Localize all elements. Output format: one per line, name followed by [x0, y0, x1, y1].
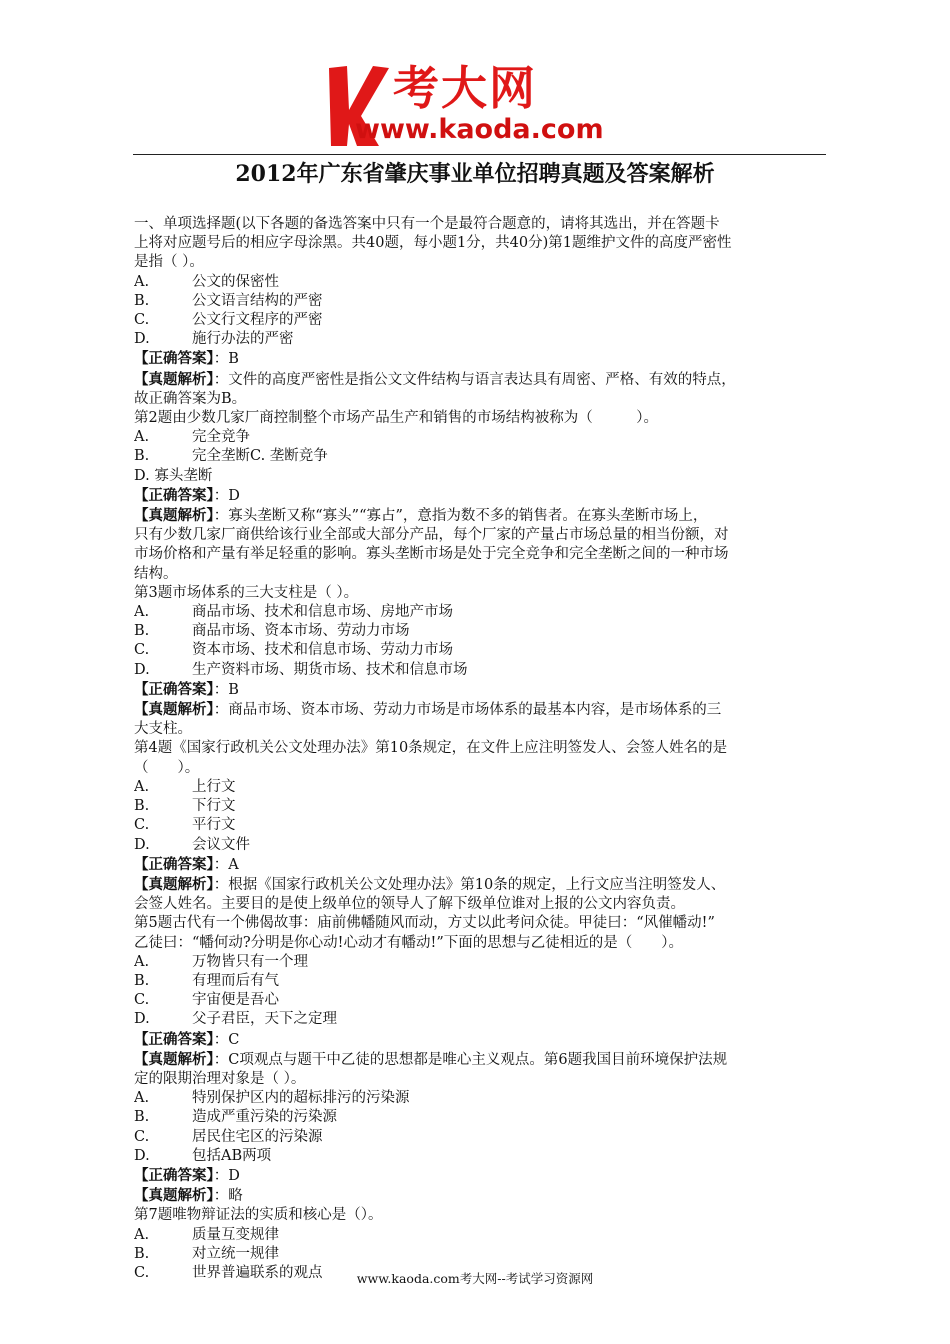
answer-option: [134, 622, 830, 641]
answer-option: [134, 778, 830, 797]
option-text: 特别保护区内的超标排污的污染源: [192, 1090, 410, 1107]
option-text: 生产资料市场、期货市场、技术和信息市场: [192, 661, 468, 678]
text-line: 结构。: [134, 565, 178, 582]
label-value: ：根据《国家行政机关公文处理办法》第10条的规定，上行文应当注明签发人、: [213, 876, 726, 893]
label-tag: 【真题解析】: [134, 875, 214, 893]
label-tag: 【真题解析】: [134, 507, 214, 525]
option-key: D.: [134, 661, 150, 678]
text-line: 第4题《国家行政机关公文处理办法》第10条规定，在文件上应注明签发人、会签人姓名的是: [134, 740, 728, 757]
option-key: B.: [134, 623, 150, 640]
option-text: 平行文: [192, 817, 236, 834]
answer-option: [134, 1010, 830, 1029]
label-value: ：略: [213, 1188, 243, 1205]
document-body: [134, 215, 830, 1283]
label-value: ：C项观点与题干中乙徒的思想都是唯心主义观点。第6题我国目前环境保护法规: [213, 1051, 728, 1068]
option-key: B.: [134, 292, 150, 309]
label-value: ：B: [213, 351, 239, 368]
option-text: 完全竞争: [192, 429, 250, 446]
text-line: 故正确答案为B。: [134, 390, 247, 407]
analysis-line: [134, 506, 830, 526]
answer-option: [134, 273, 830, 292]
answer-option: [134, 311, 830, 330]
page-title: 2012年广东省肇庆事业单位招聘真题及答案解析: [235, 161, 715, 187]
label-tag: 【正确答案】: [134, 1030, 214, 1048]
text-line: D. 寡头垄断: [134, 467, 213, 484]
option-text: 世界普遍联系的观点: [192, 1264, 323, 1281]
analysis-line: [134, 875, 830, 895]
option-text: 公文的保密性: [192, 273, 279, 290]
label-tag: 【真题解析】: [134, 1050, 214, 1068]
option-text: 商品市场、技术和信息市场、房地产市场: [192, 604, 453, 621]
label-value: ：C: [213, 1031, 240, 1048]
option-text: 包括AB两项: [192, 1147, 272, 1164]
label-tag: 【正确答案】: [134, 680, 214, 698]
label-value: ：商品市场、资本市场、劳动力市场是市场体系的最基本内容，是市场体系的三: [213, 702, 722, 719]
correct-answer-line: [134, 486, 830, 506]
answer-option: [134, 447, 830, 466]
answer-option: [134, 661, 830, 680]
option-text: 造成严重污染的污染源: [192, 1109, 337, 1126]
answer-option: [134, 972, 830, 991]
label-tag: 【真题解析】: [134, 370, 214, 388]
option-text: 有理而后有气: [192, 972, 279, 989]
text-line: （ ）。: [134, 759, 200, 776]
label-value: ：A: [213, 856, 239, 873]
page-footer: www.kaoda.com考大网--考试学习资源网: [356, 1271, 594, 1286]
correct-answer-line: [134, 1030, 830, 1050]
option-text: 商品市场、资本市场、劳动力市场: [192, 623, 410, 640]
analysis-line: [134, 700, 830, 720]
answer-option: [134, 330, 830, 349]
answer-option: [134, 836, 830, 855]
label-tag: 【正确答案】: [134, 1166, 214, 1184]
option-text: 公文语言结构的严密: [192, 292, 323, 309]
label-value: ：B: [213, 681, 239, 698]
option-text: 居民住宅区的污染源: [192, 1128, 323, 1145]
option-key: A.: [134, 1090, 150, 1107]
logo-brand-text: 考大网: [393, 61, 537, 115]
correct-answer-line: [134, 1166, 830, 1186]
answer-option: [134, 1226, 830, 1245]
option-key: A.: [134, 778, 150, 795]
option-text: 公文行文程序的严密: [192, 312, 323, 329]
answer-option: [134, 953, 830, 972]
option-text: 万物皆只有一个理: [192, 953, 308, 970]
text-line: 第5题古代有一个佛偈故事：庙前佛幡随风而动，方丈以此考问众徒。甲徒曰：“风催幡动!”: [134, 915, 715, 932]
option-key: C.: [134, 992, 150, 1009]
option-key: A.: [134, 604, 150, 621]
text-line: 是指（ ）。: [134, 254, 204, 271]
option-text: 资本市场、技术和信息市场、劳动力市场: [192, 642, 453, 659]
label-tag: 【正确答案】: [134, 486, 214, 504]
label-value: ：D: [213, 487, 240, 504]
option-key: A.: [134, 953, 150, 970]
label-value: ：寡头垄断又称“寡头”“寡占”，意指为数不多的销售者。在寡头垄断市场上，: [213, 508, 708, 525]
answer-option: [134, 1089, 830, 1108]
text-line: 市场价格和产量有举足轻重的影响。寡头垄断市场是处于完全竞争和完全垄断之间的一种市场: [134, 546, 729, 563]
text-line: 一、单项选择题(以下各题的备选答案中只有一个是最符合题意的，请将其选出，并在答题卡: [134, 216, 720, 232]
option-key: C.: [134, 312, 150, 329]
text-line: 大支柱。: [134, 721, 192, 738]
answer-option: [134, 797, 830, 816]
label-tag: 【正确答案】: [134, 855, 214, 873]
option-text: 对立统一规律: [192, 1245, 279, 1262]
option-text: 完全垄断C. 垄断竞争: [192, 448, 328, 465]
answer-option: [134, 991, 830, 1010]
option-key: A.: [134, 429, 150, 446]
text-line: 第7题唯物辩证法的实质和核心是（）。: [134, 1207, 383, 1224]
answer-option: [134, 1147, 830, 1166]
label-tag: 【正确答案】: [134, 350, 214, 368]
option-key: B.: [134, 1109, 150, 1126]
option-text: 会议文件: [192, 836, 250, 853]
correct-answer-line: [134, 680, 830, 700]
text-line: 只有少数几家厂商供给该行业全部或大部分产品，每个厂家的产量占市场总量的相当份额，对: [134, 527, 729, 544]
option-key: B.: [134, 1245, 150, 1262]
option-key: B.: [134, 798, 150, 815]
option-key: C.: [134, 1128, 150, 1145]
option-key: D.: [134, 1011, 150, 1028]
answer-option: [134, 292, 830, 311]
option-key: C.: [134, 817, 150, 834]
correct-answer-line: [134, 855, 830, 875]
kaoda-logo: [327, 58, 647, 150]
option-key: D.: [134, 331, 150, 348]
option-key: D.: [134, 836, 150, 853]
label-tag: 【真题解析】: [134, 701, 214, 719]
analysis-line: [134, 370, 830, 390]
label-value: ：文件的高度严密性是指公文文件结构与语言表达具有周密、严格、有效的特点，: [213, 371, 736, 388]
answer-option: [134, 603, 830, 622]
answer-option: [134, 641, 830, 660]
text-line: 定的限期治理对象是（ ）。: [134, 1070, 306, 1087]
option-key: B.: [134, 972, 150, 989]
label-tag: 【真题解析】: [134, 1187, 214, 1205]
correct-answer-line: [134, 349, 830, 369]
analysis-line: [134, 1050, 830, 1070]
option-text: 施行办法的严密: [192, 331, 294, 348]
answer-option: [134, 1245, 830, 1264]
answer-option: [134, 1108, 830, 1127]
option-key: A.: [134, 273, 150, 290]
analysis-line: [134, 1186, 830, 1206]
text-line: 第3题市场体系的三大支柱是（ ）。: [134, 584, 359, 601]
header-divider: [133, 154, 826, 155]
option-text: 上行文: [192, 778, 236, 795]
label-value: ：D: [213, 1167, 240, 1184]
logo-url-text: www.kaoda.com: [355, 114, 604, 145]
option-text: 质量互变规律: [192, 1226, 279, 1243]
text-line: 乙徒曰：“幡何动?分明是你心动!心动才有幡动!”下面的思想与乙徒相近的是（ ）。: [134, 934, 684, 951]
text-line: 上将对应题号后的相应字母涂黑。共40题，每小题1分，共40分)第1题维护文件的高度严密性: [134, 235, 732, 252]
option-key: C.: [134, 1264, 150, 1281]
option-text: 下行文: [192, 798, 236, 815]
option-key: A.: [134, 1226, 150, 1243]
text-line: 第2题由少数几家厂商控制整个市场产品生产和销售的市场结构被称为（ ）。: [134, 410, 658, 427]
option-text: 父子君臣，天下之定理: [192, 1011, 337, 1028]
option-text: 宇宙便是吾心: [192, 992, 279, 1009]
option-key: C.: [134, 642, 150, 659]
answer-option: [134, 816, 830, 835]
option-key: D.: [134, 1147, 150, 1164]
answer-option: [134, 428, 830, 447]
option-key: B.: [134, 448, 150, 465]
text-line: 会签人姓名。主要目的是使上级单位的领导人了解下级单位谁对上报的公文内容负责。: [134, 896, 685, 913]
answer-option: [134, 1128, 830, 1147]
